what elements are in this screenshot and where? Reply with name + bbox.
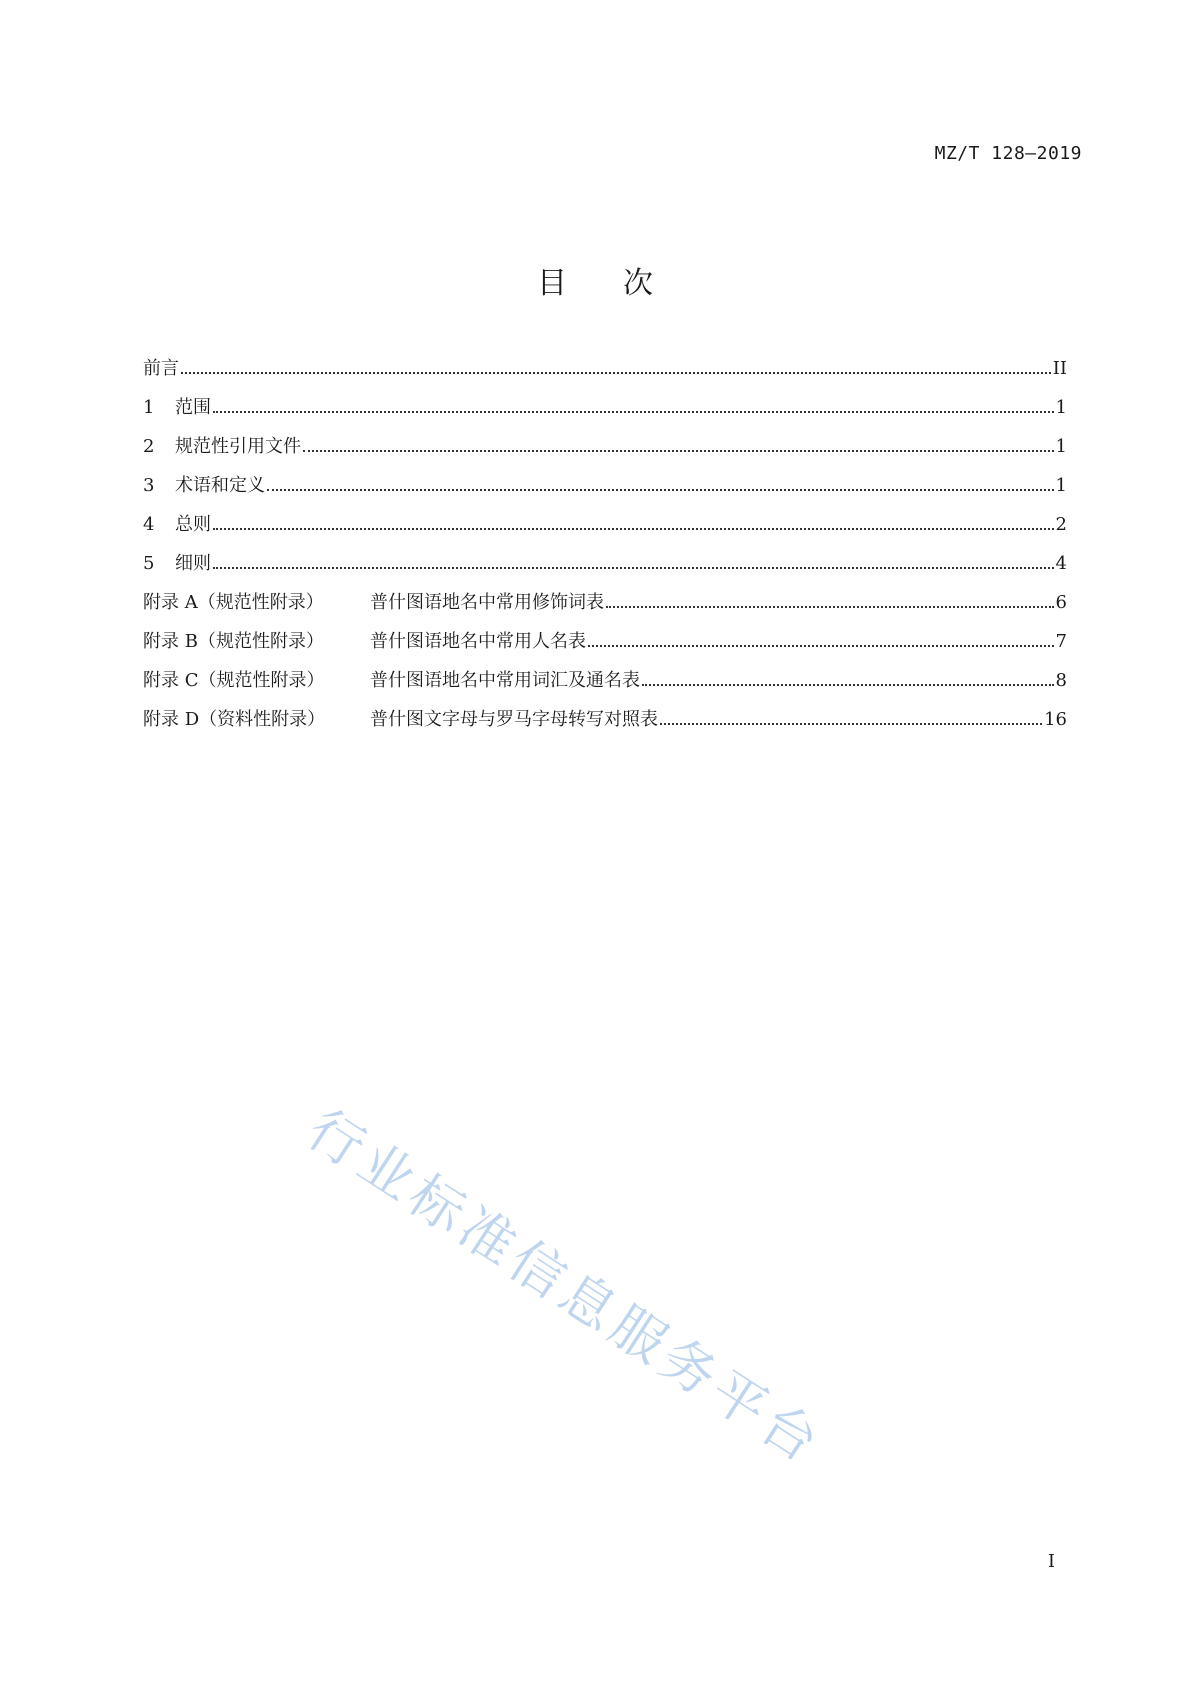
toc-entry-page: II	[1052, 358, 1067, 379]
toc-entry-page: 6	[1055, 592, 1067, 613]
toc-entry-appendix-c[interactable]	[143, 669, 1067, 708]
toc-leader-dots	[660, 723, 1042, 725]
toc-leader-dots	[303, 450, 1054, 452]
toc-leader-dots	[181, 372, 1051, 374]
toc-entry-page: 4	[1055, 553, 1067, 574]
toc-entry-page: 1	[1055, 397, 1067, 418]
toc-leader-dots	[588, 645, 1054, 647]
toc-entry-page: 1	[1055, 436, 1067, 457]
toc-leader-dots	[213, 528, 1054, 530]
toc-entry-label: 前言	[143, 358, 179, 379]
toc-entry-label: 范围	[175, 397, 211, 418]
toc-entry-page: 2	[1055, 514, 1067, 535]
toc-entry-appendix-b[interactable]	[143, 630, 1067, 669]
toc-entry-page: 1	[1055, 475, 1067, 496]
toc-entry-number: 5	[143, 553, 155, 574]
toc-entry-label: 规范性引用文件	[175, 436, 301, 457]
toc-entry-label: 细则	[175, 553, 211, 574]
toc-entry-page: 8	[1055, 670, 1067, 691]
watermark-text: 行业标准信息服务平台	[296, 1097, 835, 1478]
toc-entry-label: 术语和定义	[175, 475, 265, 496]
toc-entry-label: 普什图语地名中常用人名表	[370, 631, 586, 652]
toc-leader-dots	[213, 567, 1054, 569]
toc-appendix-prefix: 附录 B（规范性附录）	[143, 631, 324, 652]
toc-leader-dots	[213, 411, 1054, 413]
toc-entry-label: 普什图文字母与罗马字母转写对照表	[370, 709, 658, 730]
standard-code: MZ/T 128—2019	[934, 143, 1082, 164]
toc-entry-page: 7	[1055, 631, 1067, 652]
toc-leader-dots	[606, 606, 1054, 608]
toc-entry-number: 3	[143, 475, 155, 496]
toc-entry-number: 4	[143, 514, 155, 535]
toc-entry-number: 2	[143, 436, 155, 457]
page-number: I	[1047, 1551, 1055, 1572]
toc-entry-label: 普什图语地名中常用修饰词表	[370, 592, 604, 613]
toc-title: 目次	[537, 266, 709, 301]
toc-entry-appendix-d[interactable]	[143, 708, 1067, 747]
toc-entry-foreword[interactable]	[143, 357, 1067, 396]
toc-entry-label: 普什图语地名中常用词汇及通名表	[370, 670, 640, 691]
toc-appendix-prefix: 附录 A（规范性附录）	[143, 592, 324, 613]
toc-appendix-prefix: 附录 D（资料性附录）	[143, 709, 326, 730]
toc-leader-dots	[642, 684, 1054, 686]
toc-entry-label: 总则	[175, 514, 211, 535]
toc-entry-scope[interactable]	[143, 396, 1067, 435]
toc-entry-page: 16	[1044, 709, 1067, 730]
toc-entry-detailed-rules[interactable]	[143, 552, 1067, 591]
toc-entry-normative-references[interactable]	[143, 435, 1067, 474]
table-of-contents	[143, 357, 1067, 747]
toc-entry-appendix-a[interactable]	[143, 591, 1067, 630]
toc-appendix-prefix: 附录 C（规范性附录）	[143, 670, 325, 691]
toc-leader-dots	[267, 489, 1054, 491]
toc-entry-terms-definitions[interactable]	[143, 474, 1067, 513]
toc-entry-number: 1	[143, 397, 155, 418]
toc-entry-general-rules[interactable]	[143, 513, 1067, 552]
